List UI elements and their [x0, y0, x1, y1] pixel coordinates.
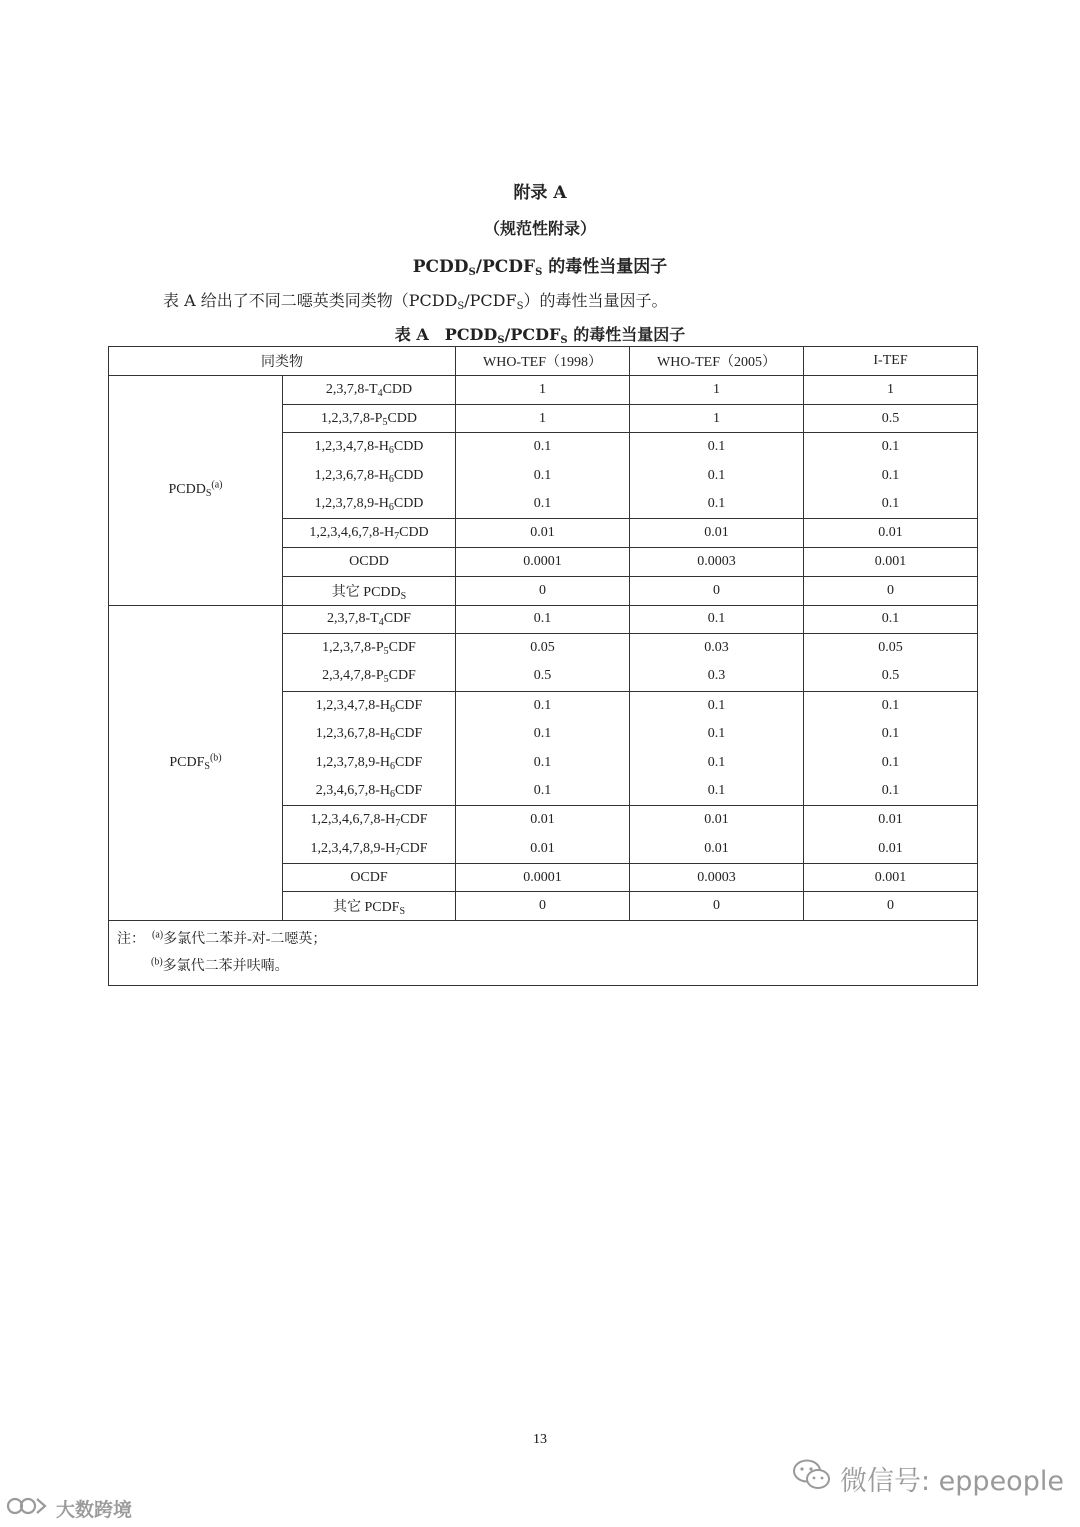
congener-suffix: CDF	[383, 611, 411, 627]
group-subscript: S	[205, 488, 212, 500]
congener-subscript: 7	[395, 818, 401, 830]
congener-cell	[283, 433, 456, 462]
congener-cell	[283, 691, 456, 720]
congener-suffix: CDF	[395, 754, 423, 770]
value-who-tef-2005: 0.1	[630, 748, 804, 777]
brand-logo-icon	[6, 1494, 50, 1523]
value-who-tef-1998: 0.1	[456, 748, 630, 777]
congener-name: 1,2,3,4,6,7,8-H	[310, 812, 396, 828]
congener-name: 2,3,7,8-T	[327, 611, 379, 627]
congener-cell	[283, 892, 456, 921]
congener-suffix: CDD	[393, 496, 424, 512]
group-subscript: S	[204, 760, 210, 772]
note-mark: (a)	[152, 929, 164, 941]
congener-subscript: 4	[377, 387, 383, 399]
value-i-tef: 0.05	[804, 634, 978, 663]
congener-suffix: CDF	[388, 668, 416, 684]
page-number: 13	[533, 1432, 547, 1447]
congener-subscript: 6	[388, 473, 394, 485]
congener-cell	[283, 863, 456, 892]
value-who-tef-1998: 1	[456, 376, 630, 405]
value-who-tef-1998: 1	[456, 404, 630, 433]
congener-subscript: 6	[388, 502, 394, 514]
value-who-tef-2005: 0.1	[630, 691, 804, 720]
note-text: 多氯代二苯并呋喃。	[162, 959, 289, 975]
congener-cell	[283, 777, 456, 806]
value-who-tef-2005: 1	[630, 376, 804, 405]
congener-suffix: CDF	[395, 697, 423, 713]
brand-watermark-text: 大数跨境	[56, 1499, 133, 1521]
congener-name: 1,2,3,4,6,7,8-H	[309, 525, 395, 541]
congener-suffix: CDD	[399, 525, 429, 541]
notes-cell	[109, 921, 978, 986]
value-who-tef-2005: 0.0003	[630, 863, 804, 892]
appendix-title: 附录 A	[513, 183, 567, 203]
value-who-tef-1998: 0.0001	[456, 863, 630, 892]
congener-subscript: 6	[390, 703, 396, 715]
congener-subscript: 6	[390, 760, 396, 772]
congener-subscript: 6	[390, 789, 396, 801]
value-who-tef-1998: 0.0001	[456, 548, 630, 577]
congener-suffix: CDF	[395, 783, 423, 799]
congener-cell	[283, 376, 456, 405]
congener-name: 1,2,3,4,7,8,9-H	[310, 840, 396, 856]
congener-subscript: S	[400, 590, 407, 602]
value-who-tef-2005: 0.3	[630, 662, 804, 691]
normative-label: （规范性附录）	[483, 219, 596, 238]
congener-subscript: 5	[383, 646, 389, 658]
congener-cell	[283, 490, 456, 519]
value-i-tef: 0.001	[804, 863, 978, 892]
congener-suffix: CDF	[400, 840, 428, 856]
value-i-tef: 0.01	[804, 519, 978, 548]
congener-name: 2,3,4,6,7,8-H	[315, 783, 391, 799]
value-i-tef: 0.1	[804, 433, 978, 462]
value-who-tef-2005: 0.1	[630, 433, 804, 462]
note-line	[117, 953, 969, 980]
note-line	[117, 926, 969, 953]
congener-cell	[283, 806, 456, 835]
congener-subscript: 7	[394, 531, 400, 543]
value-i-tef: 0.1	[804, 691, 978, 720]
congener-name: 其它 PCDD	[331, 584, 401, 600]
value-who-tef-1998: 0.05	[456, 634, 630, 663]
notes-row	[109, 921, 978, 986]
congener-name: 2,3,7,8-T	[325, 381, 378, 397]
value-who-tef-1998: 0.1	[456, 777, 630, 806]
congener-name: 其它 PCDF	[332, 900, 400, 916]
value-i-tef: 0.1	[804, 720, 978, 749]
value-i-tef: 0.1	[804, 777, 978, 806]
congener-subscript: 6	[388, 445, 394, 457]
value-who-tef-2005: 0.1	[630, 720, 804, 749]
value-i-tef: 0.1	[804, 490, 978, 519]
value-i-tef: 1	[804, 376, 978, 405]
congener-suffix: CDD	[393, 439, 424, 455]
value-who-tef-1998: 0.1	[456, 605, 630, 634]
value-who-tef-2005: 0.01	[630, 835, 804, 864]
value-i-tef: 0.5	[804, 404, 978, 433]
congener-cell	[283, 462, 456, 491]
congener-name: OCDD	[349, 553, 389, 569]
congener-name: 2,3,4,7,8-P	[322, 668, 384, 684]
congener-suffix: CDD	[393, 467, 424, 483]
value-who-tef-2005: 0.1	[630, 462, 804, 491]
value-who-tef-2005: 0.01	[630, 806, 804, 835]
congener-suffix: CDD	[387, 410, 417, 426]
value-i-tef: 0	[804, 892, 978, 921]
congener-subscript: S	[399, 906, 406, 918]
congener-cell	[283, 720, 456, 749]
value-i-tef: 0.01	[804, 806, 978, 835]
congener-suffix: CDF	[388, 640, 416, 656]
wechat-watermark	[792, 1458, 1064, 1499]
brand-watermark	[6, 1494, 132, 1523]
value-who-tef-1998: 0.5	[456, 662, 630, 691]
congener-cell	[283, 662, 456, 691]
value-who-tef-2005: 0.03	[630, 634, 804, 663]
value-who-tef-2005: 0.0003	[630, 548, 804, 577]
value-i-tef: 0.1	[804, 605, 978, 634]
congener-name: OCDF	[350, 869, 388, 885]
congener-cell	[283, 519, 456, 548]
congener-cell	[283, 634, 456, 663]
group-cell	[109, 605, 283, 921]
value-who-tef-1998: 0.1	[456, 433, 630, 462]
wechat-id-text: 微信号: eppeople	[840, 1466, 1064, 1497]
value-who-tef-1998: 0.1	[456, 720, 630, 749]
value-i-tef: 0.1	[804, 462, 978, 491]
congener-subscript: 4	[378, 617, 384, 629]
group-name: PCDD	[168, 482, 206, 498]
congener-suffix: CDF	[400, 812, 428, 828]
congener-cell	[283, 576, 456, 605]
congener-name: 1,2,3,4,7,8-H	[315, 697, 391, 713]
tef-table	[108, 346, 978, 986]
value-i-tef: 0	[804, 576, 978, 605]
congener-suffix: CDD	[382, 381, 413, 397]
note-mark: (b)	[151, 956, 163, 968]
congener-cell	[283, 605, 456, 634]
header-who-tef-2005: WHO-TEF（2005）	[630, 347, 804, 376]
congener-name: 1,2,3,4,7,8-H	[314, 439, 389, 455]
group-cell	[109, 376, 283, 606]
table-header-row	[109, 347, 978, 376]
notes-label: 注：	[117, 932, 145, 948]
table-caption: 表 A $PCDD_S/PCDF_S$ 的毒性当量因子	[394, 325, 686, 346]
header-i-tef: I-TEF	[804, 347, 978, 376]
congener-name: 1,2,3,7,8-P	[322, 640, 384, 656]
value-i-tef: 0.001	[804, 548, 978, 577]
congener-cell	[283, 548, 456, 577]
congener-name: 1,2,3,6,7,8-H	[315, 726, 391, 742]
note-text: 多氯代二苯并-对-二噁英；	[163, 932, 327, 948]
value-who-tef-1998: 0.01	[456, 519, 630, 548]
value-who-tef-1998: 0.1	[456, 490, 630, 519]
value-who-tef-2005: 1	[630, 404, 804, 433]
congener-subscript: 5	[383, 674, 389, 686]
value-who-tef-1998: 0	[456, 576, 630, 605]
congener-name: 1,2,3,7,8,9-H	[315, 754, 391, 770]
value-who-tef-1998: 0.1	[456, 691, 630, 720]
congener-name: 1,2,3,7,8,9-H	[314, 496, 389, 512]
doc-title: $PCDD_S/PCDF_S$ 的毒性当量因子	[412, 257, 668, 278]
value-i-tef: 0.1	[804, 748, 978, 777]
congener-subscript: 7	[395, 846, 401, 858]
value-who-tef-2005: 0.1	[630, 490, 804, 519]
value-i-tef: 0.5	[804, 662, 978, 691]
congener-name: 1,2,3,6,7,8-H	[314, 467, 389, 483]
group-name: PCDF	[169, 754, 205, 770]
header-congener: 同类物	[109, 347, 456, 376]
value-who-tef-1998: 0.1	[456, 462, 630, 491]
value-who-tef-1998: 0.01	[456, 835, 630, 864]
group-footnote-mark: (b)	[209, 752, 222, 764]
value-who-tef-2005: 0.01	[630, 519, 804, 548]
congener-cell	[283, 404, 456, 433]
value-who-tef-1998: 0.01	[456, 806, 630, 835]
value-who-tef-2005: 0.1	[630, 777, 804, 806]
header-who-tef-1998: WHO-TEF（1998）	[456, 347, 630, 376]
congener-subscript: 6	[390, 732, 396, 744]
value-who-tef-2005: 0	[630, 576, 804, 605]
chat-bubble-icon	[792, 1458, 832, 1499]
congener-suffix: CDF	[395, 726, 423, 742]
table-row	[109, 376, 978, 405]
congener-cell	[283, 748, 456, 777]
value-who-tef-2005: 0.1	[630, 605, 804, 634]
congener-name: 1,2,3,7,8-P	[320, 410, 383, 426]
value-who-tef-1998: 0	[456, 892, 630, 921]
value-who-tef-2005: 0	[630, 892, 804, 921]
value-i-tef: 0.01	[804, 835, 978, 864]
congener-cell	[283, 835, 456, 864]
congener-subscript: 5	[382, 416, 388, 428]
group-footnote-mark: (a)	[211, 479, 223, 491]
intro-paragraph: 表 A 给出了不同二噁英类同类物$(PCDD_S/PCDF_S)$的毒性当量因子。	[163, 291, 668, 312]
table-row	[109, 605, 978, 634]
